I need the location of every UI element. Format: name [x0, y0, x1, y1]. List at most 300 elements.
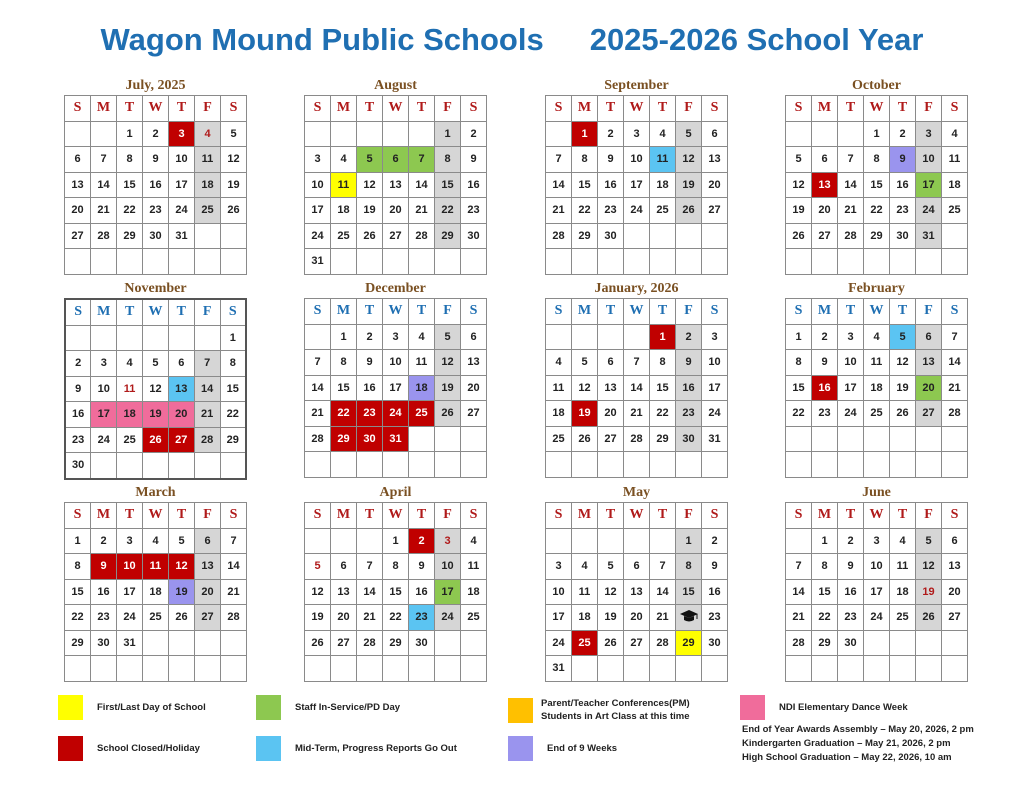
empty-cell	[435, 452, 461, 478]
day-cell: 26	[572, 426, 598, 452]
weekday-header: W	[864, 503, 890, 529]
week-row	[786, 401, 968, 427]
week-row	[305, 172, 487, 198]
month-grid	[545, 502, 728, 682]
graduation-cap-icon	[676, 605, 702, 631]
week-row	[65, 121, 247, 147]
day-cell: 17	[91, 402, 117, 428]
day-cell: 17	[838, 375, 864, 401]
weekday-header: W	[864, 299, 890, 325]
day-cell: 22	[65, 605, 91, 631]
day-cell: 6	[383, 147, 409, 173]
weekday-header: M	[812, 299, 838, 325]
empty-cell	[572, 656, 598, 682]
day-cell: 23	[702, 605, 728, 631]
legend-closed	[58, 736, 200, 761]
week-row	[65, 528, 247, 554]
weekday-header: S	[546, 299, 572, 325]
day-cell: 26	[786, 223, 812, 249]
empty-cell	[864, 452, 890, 478]
week-row	[546, 452, 728, 478]
empty-cell	[650, 223, 676, 249]
week-row	[65, 351, 246, 377]
day-cell: 28	[305, 426, 331, 452]
day-cell: 16	[91, 579, 117, 605]
empty-cell	[864, 426, 890, 452]
empty-cell	[409, 656, 435, 682]
day-cell: 14	[221, 554, 247, 580]
empty-cell	[220, 453, 246, 479]
week-row	[786, 605, 968, 631]
empty-cell	[357, 452, 383, 478]
week-row	[786, 350, 968, 376]
day-cell: 26	[357, 223, 383, 249]
empty-cell	[624, 223, 650, 249]
week-row	[65, 579, 247, 605]
day-cell: 11	[143, 554, 169, 580]
weekday-header: T	[598, 96, 624, 122]
week-row	[546, 375, 728, 401]
day-cell: 26	[890, 401, 916, 427]
day-cell: 11	[409, 350, 435, 376]
day-cell: 12	[221, 147, 247, 173]
day-cell: 28	[546, 223, 572, 249]
legend-swatch-staff	[256, 695, 281, 720]
day-cell: 8	[650, 350, 676, 376]
weekday-header: S	[702, 299, 728, 325]
day-cell: 25	[461, 605, 487, 631]
empty-cell	[624, 452, 650, 478]
day-cell: 2	[65, 351, 91, 377]
week-row	[65, 223, 247, 249]
weekday-header: T	[890, 503, 916, 529]
weekday-header-row	[65, 96, 247, 122]
day-cell: 10	[383, 350, 409, 376]
day-cell: 2	[91, 528, 117, 554]
empty-cell	[409, 249, 435, 275]
day-cell: 1	[435, 121, 461, 147]
empty-cell	[143, 630, 169, 656]
empty-cell	[916, 630, 942, 656]
day-cell: 12	[357, 172, 383, 198]
day-cell: 2	[812, 324, 838, 350]
day-cell: 28	[624, 426, 650, 452]
day-cell: 12	[305, 579, 331, 605]
empty-cell	[383, 656, 409, 682]
day-cell: 3	[91, 351, 117, 377]
day-cell: 2	[838, 528, 864, 554]
empty-cell	[786, 656, 812, 682]
weekday-header: T	[357, 96, 383, 122]
empty-cell	[838, 426, 864, 452]
day-cell: 5	[169, 528, 195, 554]
day-cell: 27	[331, 630, 357, 656]
day-cell: 4	[942, 121, 968, 147]
weekday-header: T	[117, 299, 143, 325]
day-cell: 18	[409, 375, 435, 401]
day-cell: 20	[812, 198, 838, 224]
day-cell: 9	[676, 350, 702, 376]
empty-cell	[598, 452, 624, 478]
day-cell: 15	[650, 375, 676, 401]
weekday-header-row	[546, 503, 728, 529]
day-cell: 28	[838, 223, 864, 249]
day-cell: 8	[676, 554, 702, 580]
week-row	[786, 554, 968, 580]
month-grid	[304, 502, 487, 682]
day-cell: 30	[598, 223, 624, 249]
day-cell: 10	[838, 350, 864, 376]
month-grid	[64, 298, 247, 480]
day-cell: 18	[143, 579, 169, 605]
day-cell: 25	[572, 630, 598, 656]
day-cell: 31	[546, 656, 572, 682]
legend-label: Staff In-Service/PD Day	[295, 702, 401, 713]
day-cell: 18	[331, 198, 357, 224]
week-row	[305, 350, 487, 376]
empty-cell	[598, 324, 624, 350]
day-cell: 7	[91, 147, 117, 173]
day-cell: 1	[812, 528, 838, 554]
day-cell: 19	[305, 605, 331, 631]
empty-cell	[890, 452, 916, 478]
legend-swatch-closed	[58, 736, 83, 761]
empty-cell	[409, 121, 435, 147]
legend-swatch-first-last	[58, 695, 83, 720]
weekday-header: W	[143, 96, 169, 122]
week-row	[546, 426, 728, 452]
day-cell: 3	[624, 121, 650, 147]
day-cell: 16	[812, 375, 838, 401]
weekday-header: M	[331, 299, 357, 325]
day-cell: 30	[890, 223, 916, 249]
weekday-header: S	[221, 96, 247, 122]
week-row	[546, 249, 728, 275]
weekday-header: T	[650, 96, 676, 122]
empty-cell	[598, 249, 624, 275]
day-cell: 21	[650, 605, 676, 631]
week-row	[546, 147, 728, 173]
day-cell: 14	[409, 172, 435, 198]
day-cell: 24	[546, 630, 572, 656]
legend-label: School Closed/Holiday	[97, 743, 200, 754]
legend-label	[541, 697, 690, 723]
legend-swatch-midterm	[256, 736, 281, 761]
day-cell: 13	[916, 350, 942, 376]
day-cell: 31	[169, 223, 195, 249]
day-cell: 22	[650, 401, 676, 427]
empty-cell	[221, 249, 247, 275]
week-row	[786, 375, 968, 401]
empty-cell	[786, 249, 812, 275]
weekday-header-row	[305, 299, 487, 325]
week-row	[305, 401, 487, 427]
day-cell: 29	[812, 630, 838, 656]
day-cell: 21	[221, 579, 247, 605]
day-cell: 27	[65, 223, 91, 249]
day-cell: 7	[786, 554, 812, 580]
day-cell: 14	[624, 375, 650, 401]
day-cell: 22	[117, 198, 143, 224]
day-cell: 16	[598, 172, 624, 198]
weekday-header: S	[220, 299, 246, 325]
empty-cell	[624, 656, 650, 682]
day-cell: 25	[546, 426, 572, 452]
empty-cell	[117, 249, 143, 275]
day-cell: 27	[942, 605, 968, 631]
week-row	[305, 452, 487, 478]
weekday-header: F	[916, 503, 942, 529]
empty-cell	[624, 528, 650, 554]
weekday-header: T	[357, 299, 383, 325]
empty-cell	[91, 121, 117, 147]
month-calendar	[64, 78, 247, 275]
day-cell: 2	[409, 528, 435, 554]
empty-cell	[143, 453, 169, 479]
empty-cell	[812, 121, 838, 147]
day-cell: 24	[435, 605, 461, 631]
week-row	[546, 579, 728, 605]
day-cell: 22	[435, 198, 461, 224]
weekday-header: M	[572, 503, 598, 529]
week-row	[546, 172, 728, 198]
day-cell: 10	[91, 376, 117, 402]
week-row	[786, 147, 968, 173]
month-calendar	[64, 281, 247, 480]
day-cell: 3	[546, 554, 572, 580]
weekday-header: S	[305, 503, 331, 529]
month-title: April	[379, 485, 412, 500]
month-grid	[785, 298, 968, 478]
day-cell: 17	[546, 605, 572, 631]
empty-cell	[838, 452, 864, 478]
day-cell: 13	[65, 172, 91, 198]
day-cell: 13	[383, 172, 409, 198]
day-cell: 16	[702, 579, 728, 605]
weekday-header-row	[786, 503, 968, 529]
day-cell: 25	[650, 198, 676, 224]
day-cell: 5	[598, 554, 624, 580]
day-cell: 17	[435, 579, 461, 605]
day-cell: 1	[331, 324, 357, 350]
day-cell: 21	[409, 198, 435, 224]
weekday-header: M	[331, 96, 357, 122]
weekday-header: W	[864, 96, 890, 122]
day-cell: 21	[786, 605, 812, 631]
empty-cell	[624, 249, 650, 275]
empty-cell	[195, 656, 221, 682]
day-cell: 26	[143, 427, 169, 453]
day-cell: 26	[305, 630, 331, 656]
day-cell: 28	[409, 223, 435, 249]
empty-cell	[195, 223, 221, 249]
legend-label-line: Students in Art Class at this time	[541, 711, 690, 722]
month-title: June	[862, 485, 891, 500]
weekday-header: S	[461, 96, 487, 122]
week-row	[786, 452, 968, 478]
week-row	[786, 324, 968, 350]
empty-cell	[572, 324, 598, 350]
day-cell: 3	[305, 147, 331, 173]
legend-nine-weeks	[508, 736, 617, 761]
day-cell: 30	[702, 630, 728, 656]
day-cell: 6	[168, 351, 194, 377]
month-grid	[64, 95, 247, 275]
month-title: March	[135, 485, 176, 500]
day-cell: 28	[786, 630, 812, 656]
event-item: End of Year Awards Assembly – May 20, 2026, 2 pm	[742, 724, 974, 735]
day-cell: 29	[220, 427, 246, 453]
empty-cell	[435, 630, 461, 656]
day-cell: 22	[220, 402, 246, 428]
day-cell: 17	[916, 172, 942, 198]
day-cell: 9	[812, 350, 838, 376]
day-cell: 19	[143, 402, 169, 428]
day-cell: 25	[331, 223, 357, 249]
day-cell: 13	[702, 147, 728, 173]
day-cell: 7	[194, 351, 220, 377]
day-cell: 16	[461, 172, 487, 198]
weekday-header-row	[65, 503, 247, 529]
month-title: May	[622, 485, 651, 500]
day-cell: 25	[409, 401, 435, 427]
day-cell: 4	[117, 351, 143, 377]
day-cell: 6	[942, 528, 968, 554]
week-row	[546, 198, 728, 224]
week-row	[65, 325, 246, 351]
day-cell: 10	[435, 554, 461, 580]
weekday-header: S	[221, 503, 247, 529]
day-cell: 24	[305, 223, 331, 249]
weekday-header: S	[942, 299, 968, 325]
weekday-header-row	[305, 96, 487, 122]
day-cell: 4	[864, 324, 890, 350]
day-cell: 18	[572, 605, 598, 631]
day-cell: 2	[702, 528, 728, 554]
day-cell: 1	[65, 528, 91, 554]
weekday-header: W	[624, 299, 650, 325]
day-cell: 17	[383, 375, 409, 401]
weekday-header: S	[461, 299, 487, 325]
day-cell: 21	[357, 605, 383, 631]
day-cell: 21	[942, 375, 968, 401]
day-cell: 14	[357, 579, 383, 605]
month-grid	[304, 298, 487, 478]
day-cell: 11	[650, 147, 676, 173]
week-row	[65, 376, 246, 402]
day-cell: 9	[65, 376, 91, 402]
weekday-header: T	[357, 503, 383, 529]
weekday-header: W	[143, 503, 169, 529]
day-cell: 1	[864, 121, 890, 147]
day-cell: 28	[194, 427, 220, 453]
day-cell: 13	[331, 579, 357, 605]
month-title: July, 2025	[125, 78, 186, 93]
day-cell: 11	[331, 172, 357, 198]
event-item: High School Graduation – May 22, 2026, 10 am	[742, 752, 952, 763]
day-cell: 21	[546, 198, 572, 224]
weekday-header: F	[676, 96, 702, 122]
legend-ndi	[740, 695, 908, 720]
day-cell: 24	[383, 401, 409, 427]
day-cell: 15	[117, 172, 143, 198]
day-cell: 7	[409, 147, 435, 173]
day-cell: 11	[546, 375, 572, 401]
day-cell: 10	[546, 579, 572, 605]
day-cell: 7	[357, 554, 383, 580]
month-title: November	[124, 281, 187, 296]
empty-cell	[331, 656, 357, 682]
legend-staff	[256, 695, 400, 720]
empty-cell	[676, 452, 702, 478]
day-cell: 31	[305, 249, 331, 275]
week-row	[305, 121, 487, 147]
weekday-header: S	[942, 503, 968, 529]
day-cell: 19	[786, 198, 812, 224]
week-row	[546, 528, 728, 554]
day-cell: 29	[572, 223, 598, 249]
day-cell: 20	[461, 375, 487, 401]
day-cell: 24	[169, 198, 195, 224]
day-cell: 16	[409, 579, 435, 605]
day-cell: 29	[676, 630, 702, 656]
empty-cell	[572, 452, 598, 478]
day-cell: 17	[702, 375, 728, 401]
day-cell: 6	[331, 554, 357, 580]
day-cell: 12	[598, 579, 624, 605]
day-cell: 14	[194, 376, 220, 402]
empty-cell	[194, 325, 220, 351]
empty-cell	[409, 452, 435, 478]
empty-cell	[143, 325, 169, 351]
weekday-header: M	[91, 96, 117, 122]
day-cell: 22	[383, 605, 409, 631]
day-cell: 16	[890, 172, 916, 198]
day-cell: 5	[143, 351, 169, 377]
page-title	[0, 22, 1024, 58]
weekday-header: F	[916, 299, 942, 325]
empty-cell	[546, 121, 572, 147]
day-cell: 20	[916, 375, 942, 401]
day-cell: 20	[942, 579, 968, 605]
weekday-header-row	[65, 299, 246, 325]
weekday-header: S	[942, 96, 968, 122]
empty-cell	[221, 656, 247, 682]
month-grid	[64, 502, 247, 682]
day-cell: 28	[942, 401, 968, 427]
week-row	[65, 656, 247, 682]
day-cell: 13	[624, 579, 650, 605]
day-cell: 28	[650, 630, 676, 656]
legend-first-last	[58, 695, 206, 720]
day-cell: 11	[572, 579, 598, 605]
day-cell: 23	[357, 401, 383, 427]
empty-cell	[702, 223, 728, 249]
day-cell: 27	[624, 630, 650, 656]
day-cell: 3	[169, 121, 195, 147]
day-cell: 29	[864, 223, 890, 249]
day-cell: 19	[890, 375, 916, 401]
day-cell: 2	[598, 121, 624, 147]
empty-cell	[890, 656, 916, 682]
weekday-header: W	[383, 299, 409, 325]
day-cell: 8	[65, 554, 91, 580]
weekday-header: F	[435, 96, 461, 122]
day-cell: 24	[864, 605, 890, 631]
month-title: February	[848, 281, 905, 296]
day-cell: 10	[916, 147, 942, 173]
day-cell: 5	[435, 324, 461, 350]
